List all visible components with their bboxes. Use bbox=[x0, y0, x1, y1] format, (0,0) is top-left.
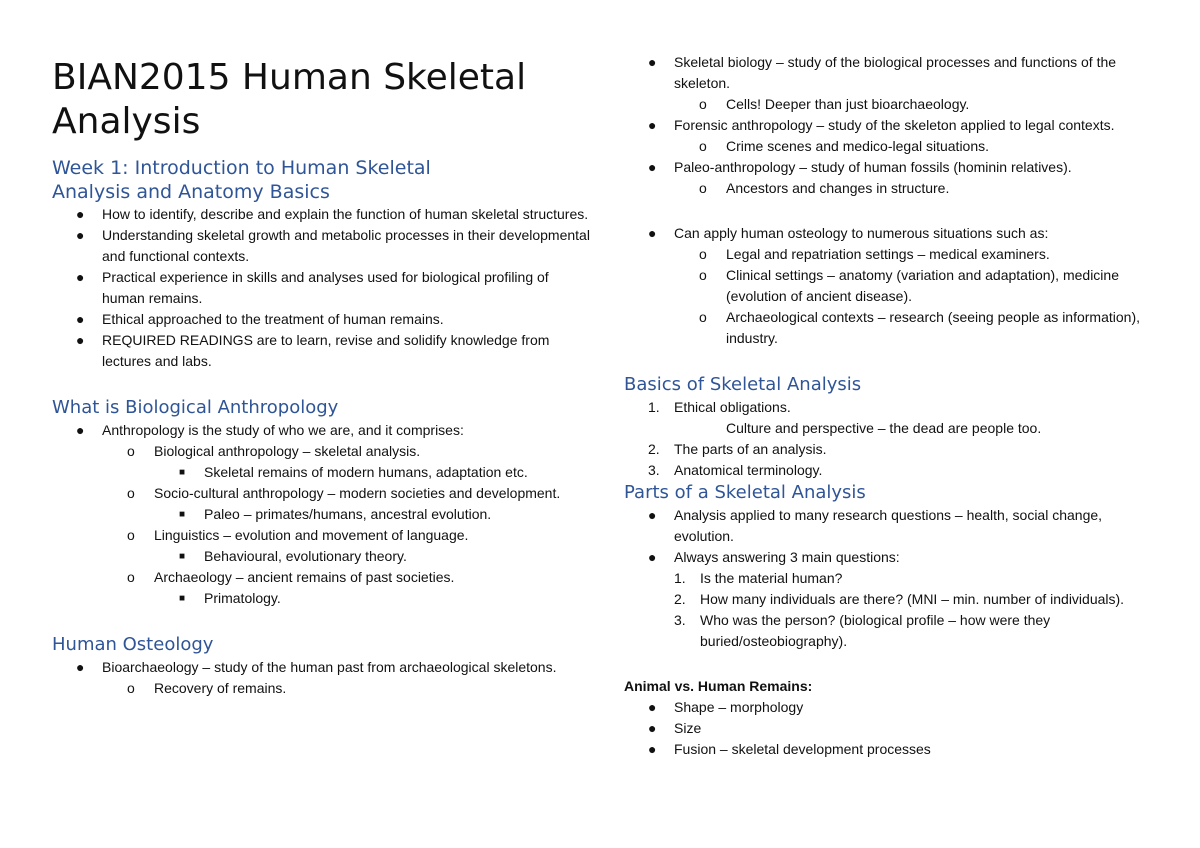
list-item: ■ Paleo – primates/humans, ancestral evolution. bbox=[179, 506, 492, 522]
week-1-heading: Week 1: Introduction to Human Skeletal Analysis and Anatomy Basics bbox=[52, 157, 431, 203]
list-item: ■ Skeletal remains of modern humans, adaptation etc. bbox=[179, 464, 528, 480]
list-item: ● Anthropology is the study of who we are, and it comprises: bbox=[76, 422, 464, 438]
human-osteology-list bbox=[52, 657, 592, 699]
animal-vs-human-heading: Animal vs. Human Remains: bbox=[624, 678, 813, 694]
parts-heading: Parts of a Skeletal Analysis bbox=[624, 482, 866, 503]
list-item: o Biological anthropology – skeletal analysis. bbox=[127, 443, 421, 459]
list-item: ● Fusion – skeletal development processes bbox=[648, 741, 931, 757]
list-item: o Crime scenes and medico-legal situations. bbox=[699, 138, 990, 154]
list-item: 1. Ethical obligations. bbox=[648, 399, 791, 415]
list-item: 2. How many individuals are there? (MNI – min. number of individuals). bbox=[674, 591, 1125, 607]
list-item: 1. Is the material human? bbox=[674, 570, 843, 586]
list-item: o Cells! Deeper than just bioarchaeology. bbox=[699, 96, 970, 112]
list-item: ■ Primatology. bbox=[179, 590, 281, 606]
applications-list bbox=[624, 223, 1164, 349]
list-item: ● Bioarchaeology – study of the human past from archaeological skeletons. bbox=[76, 659, 557, 675]
list-item: 3. Anatomical terminology. bbox=[648, 462, 823, 478]
list-item: o Archaeology – ancient remains of past societies. bbox=[127, 569, 455, 585]
basics-list bbox=[624, 397, 1164, 481]
list-item: ● Understanding skeletal growth and metabolic processes in their developmental and functional contexts. bbox=[76, 227, 590, 264]
list-item: o Clinical settings – anatomy (variation and adaptation), medicine (evolution of ancient disease). bbox=[699, 267, 1119, 304]
biological-anthropology-heading: What is Biological Anthropology bbox=[52, 397, 339, 418]
list-item: ● Skeletal biology – study of the biological processes and functions of the skeleton. bbox=[648, 54, 1117, 91]
parts-list bbox=[624, 505, 1164, 652]
list-item: ● Always answering 3 main questions: bbox=[648, 549, 900, 565]
list-item: o Linguistics – evolution and movement of language. bbox=[127, 527, 469, 543]
list-item: ● Practical experience in skills and analyses used for biological profiling of human remains. bbox=[76, 269, 549, 306]
list-item: ● How to identify, describe and explain the function of human skeletal structures. bbox=[76, 206, 589, 222]
list-item: o Ancestors and changes in structure. bbox=[699, 180, 950, 196]
biological-anthropology-list bbox=[52, 420, 592, 609]
list-item: o Recovery of remains. bbox=[127, 680, 287, 696]
list-item: 3. Who was the person? (biological profile – how were they buried/osteobiography). bbox=[674, 612, 1051, 649]
list-item: o Archaeological contexts – research (seeing people as information), industry. bbox=[699, 309, 1141, 346]
list-item: ● Forensic anthropology – study of the skeleton applied to legal contexts. bbox=[648, 117, 1115, 133]
list-item: o Socio-cultural anthropology – modern societies and development. bbox=[127, 485, 561, 501]
list-item: ● Paleo-anthropology – study of human fossils (hominin relatives). bbox=[648, 159, 1072, 175]
basics-heading: Basics of Skeletal Analysis bbox=[624, 374, 862, 395]
right-column bbox=[624, 52, 1164, 760]
list-item: ● Ethical approached to the treatment of human remains. bbox=[76, 311, 444, 327]
list-item: ● Shape – morphology bbox=[648, 699, 804, 715]
left-column bbox=[52, 0, 592, 699]
week-1-list bbox=[52, 204, 592, 372]
list-item: ● Size bbox=[648, 720, 702, 736]
animal-vs-human-list bbox=[624, 697, 1164, 760]
human-osteology-heading: Human Osteology bbox=[52, 634, 214, 655]
document-title: BIAN2015 Human Skeletal Analysis bbox=[52, 57, 527, 142]
list-item: ● Analysis applied to many research questions – health, social change, evolution. bbox=[648, 507, 1103, 544]
list-item: ■ Behavioural, evolutionary theory. bbox=[179, 548, 407, 564]
list-item: 2. The parts of an analysis. bbox=[648, 441, 827, 457]
list-item-note: Culture and perspective – the dead are people too. bbox=[726, 420, 1042, 436]
list-item: ● REQUIRED READINGS are to learn, revise and solidify knowledge from lectures and labs. bbox=[76, 332, 550, 369]
list-item: o Legal and repatriation settings – medical examiners. bbox=[699, 246, 1050, 262]
osteology-continued-list bbox=[624, 52, 1164, 199]
list-item: ● Can apply human osteology to numerous situations such as: bbox=[648, 225, 1049, 241]
